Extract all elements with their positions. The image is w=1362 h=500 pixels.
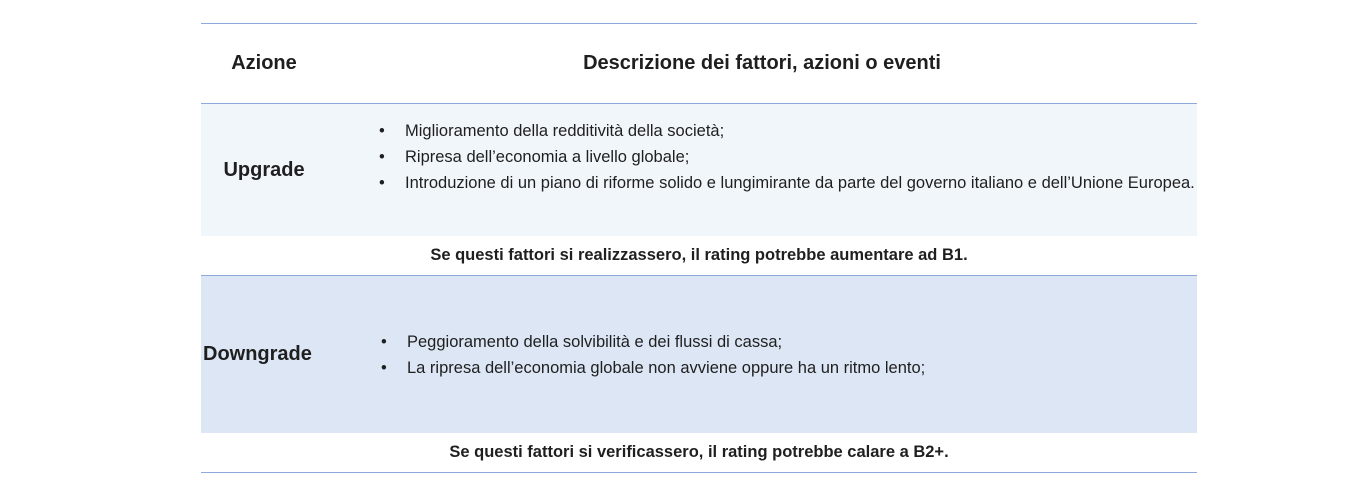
list-item: • Miglioramento della redditività della società; xyxy=(371,118,1195,144)
downgrade-bullet-list xyxy=(373,329,925,381)
upgrade-note: Se questi fattori si realizzassero, il rating potrebbe aumentare ad B1. xyxy=(201,236,1197,275)
header-action: Azione xyxy=(231,52,297,74)
upgrade-description xyxy=(371,104,1197,236)
downgrade-note: Se questi fattori si verificassero, il rating potrebbe calare a B2+. xyxy=(201,433,1197,472)
downgrade-description xyxy=(373,276,1197,433)
rating-table xyxy=(201,23,1197,473)
list-item: • Ripresa dell’economia a livello globale; xyxy=(371,144,1195,170)
list-item: • La ripresa dell’economia globale non avviene oppure ha un ritmo lento; xyxy=(373,355,925,381)
upgrade-action-label: Upgrade xyxy=(223,158,305,181)
downgrade-row xyxy=(201,276,1197,433)
bottom-rule xyxy=(201,472,1197,473)
list-item: • Introduzione di un piano di riforme solido e lungimirante da parte del governo italiano e dell’Unione Europea. xyxy=(371,170,1195,196)
downgrade-action-label: Downgrade xyxy=(203,343,312,365)
upgrade-bullet-list xyxy=(371,118,1195,196)
header-description: Descrizione dei fattori, azioni o eventi xyxy=(583,52,941,74)
upgrade-row xyxy=(201,104,1197,236)
table-header-row xyxy=(201,24,1197,103)
list-item: • Peggioramento della solvibilità e dei flussi di cassa; xyxy=(373,329,925,355)
